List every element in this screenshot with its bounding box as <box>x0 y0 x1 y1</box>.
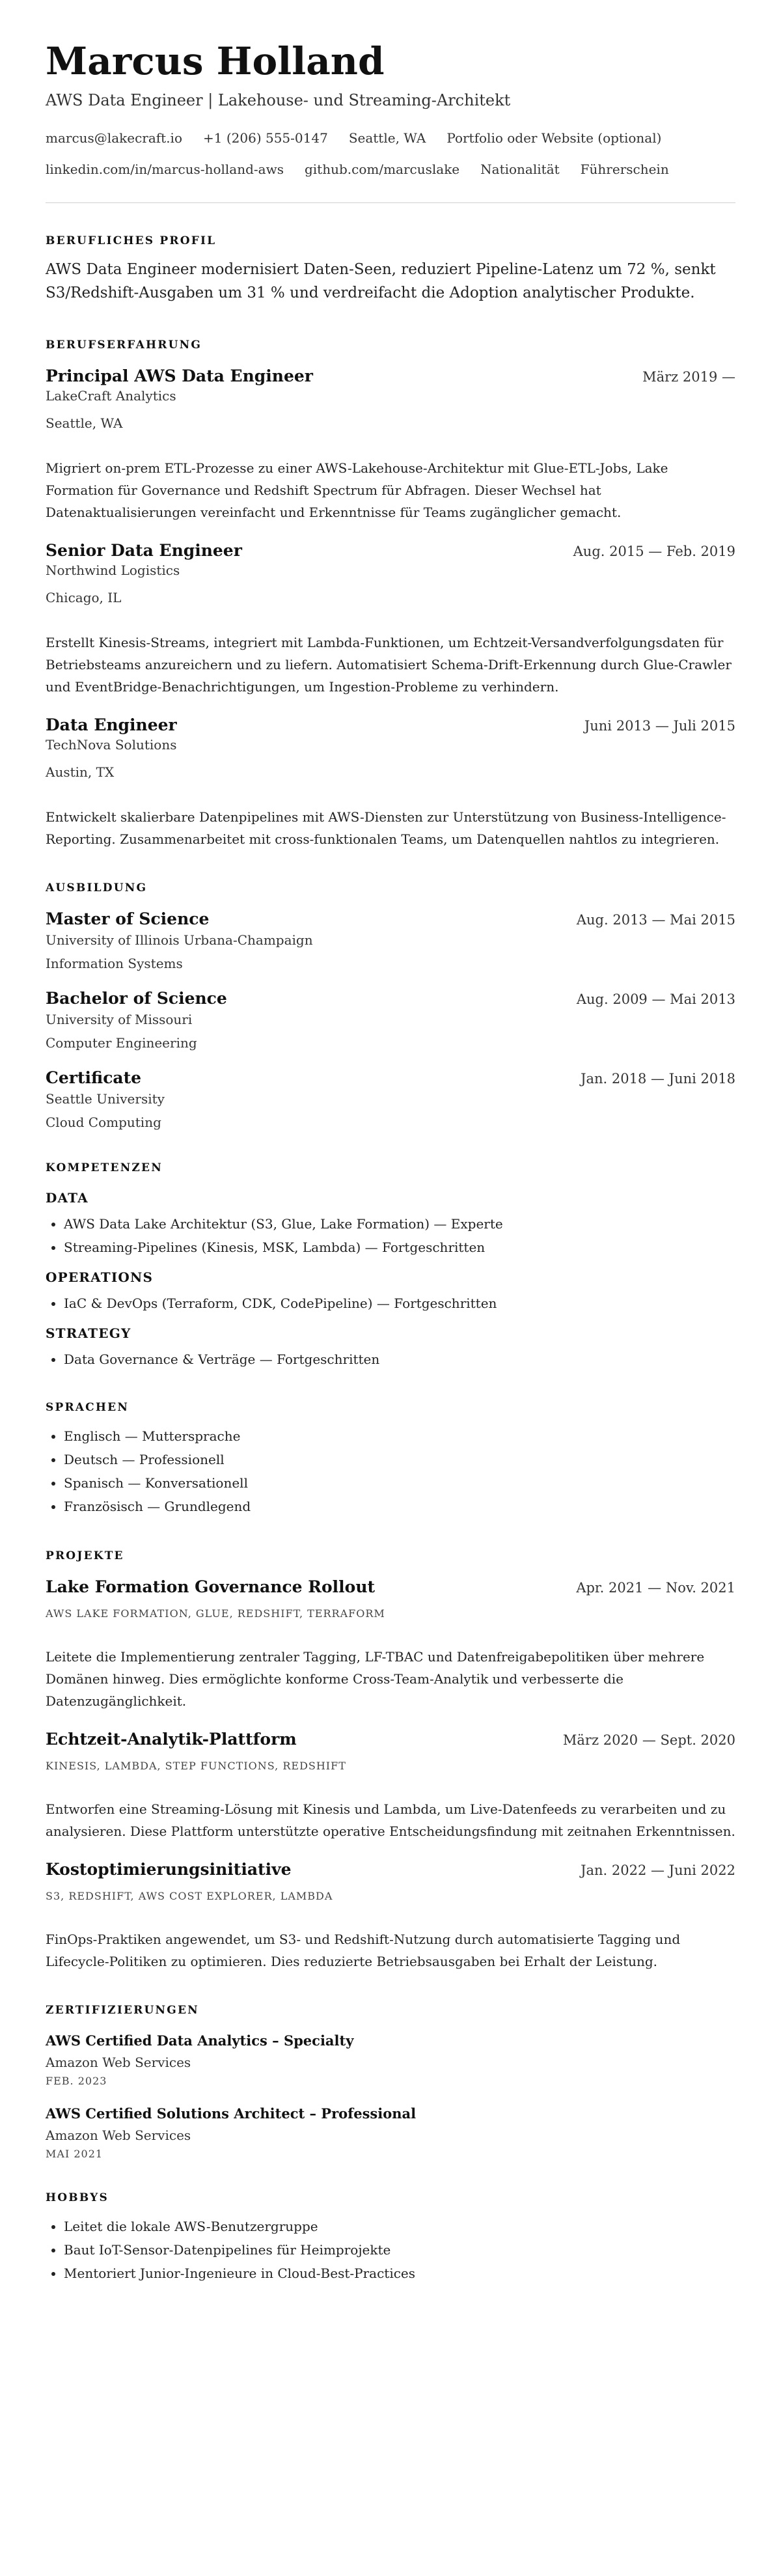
project-date: Apr. 2021 — Nov. 2021 <box>576 1580 735 1596</box>
contact-phone: +1 (206) 555-0147 <box>203 130 328 146</box>
experience-entry <box>46 715 735 850</box>
project-date: März 2020 — Sept. 2020 <box>562 1732 735 1748</box>
experience-company: Northwind Logistics <box>46 562 180 578</box>
section-title-education: AUSBILDUNG <box>46 881 148 894</box>
education-field: Computer Engineering <box>46 1035 197 1051</box>
skill-group-title: OPERATIONS <box>46 1269 154 1285</box>
project-description: Leitete die Implementierung zentraler Tagging, LF-TBAC und Datenfreigabepolitiken über mehrere Domänen hinweg. Dies ermöglichte konforme Cross-Team-Analytik und verbesserte die Datenzugänglichkeit. <box>46 1649 705 1709</box>
education-field: Cloud Computing <box>46 1115 161 1130</box>
section-languages <box>46 1400 735 1518</box>
education-degree: Certificate <box>46 1068 142 1087</box>
skill-item: • Streaming-Pipelines (Kinesis, MSK, Lambda) — Fortgeschritten <box>64 1236 735 1259</box>
hobby-item: • Baut IoT-Sensor-Datenpipelines für Heimprojekte <box>64 2238 735 2262</box>
education-school: University of Illinois Urbana-Champaign <box>46 932 313 948</box>
experience-location: Austin, TX <box>46 764 115 780</box>
section-education <box>46 880 735 1131</box>
section-title-projects: PROJEKTE <box>46 1549 124 1562</box>
education-field: Information Systems <box>46 956 183 971</box>
education-degree: Bachelor of Science <box>46 989 227 1008</box>
skill-group-title: STRATEGY <box>46 1325 131 1341</box>
section-title-hobbies: HOBBYS <box>46 2191 109 2204</box>
certification-entry <box>46 2031 735 2088</box>
education-date: Jan. 2018 — Juni 2018 <box>581 1071 735 1087</box>
contact-github: github.com/marcuslake <box>304 161 460 177</box>
section-title-profile: BERUFLICHES PROFIL <box>46 234 217 247</box>
experience-location: Seattle, WA <box>46 415 123 431</box>
project-tech: AWS LAKE FORMATION, GLUE, REDSHIFT, TERRAFORM <box>46 1607 385 1620</box>
experience-description: Erstellt Kinesis-Streams, integriert mit Lambda-Funktionen, um Echtzeit-Versandverfolgungsdaten für Betriebsteams anzureichern und zu liefern. Automatisiert Schema-Drift-Erkennung durch Glue-Crawler und EventBridge-Benachrichtigungen, um Ingestion-Probleme zu verhindern. <box>46 635 732 695</box>
contact-linkedin: linkedin.com/in/marcus-holland-aws <box>46 161 284 177</box>
contact-email: marcus@lakecraft.io <box>46 130 182 146</box>
experience-description: Migriert on-prem ETL-Prozesse zu einer AWS-Lakehouse-Architektur mit Glue-ETL-Jobs, Lake Formation für Governance und Redshift Spectrum für Abfragen. Dieser Wechsel hat Datenaktualisierungen vereinfacht und Erkenntnisse für Teams zugänglicher gemacht. <box>46 460 668 520</box>
experience-description: Entwickelt skalierbare Datenpipelines mit AWS-Diensten zur Unterstützung von Business-Intelligence-Reporting. Zusammenarbeitet mit cross-funktionalen Teams, um Datenquellen nahtlos zu integrieren. <box>46 809 726 847</box>
project-description: Entworfen eine Streaming-Lösung mit Kinesis und Lambda, um Live-Datenfeeds zu verarbeiten und zu analysieren. Diese Plattform unterstützte operative Entscheidungsfindung mit zeitnahen Erkenntnissen. <box>46 1801 735 1839</box>
education-school: University of Missouri <box>46 1012 193 1027</box>
education-school: Seattle University <box>46 1091 165 1107</box>
experience-date: Aug. 2015 — Feb. 2019 <box>573 544 735 559</box>
education-entry <box>46 988 735 1052</box>
certification-entry <box>46 2104 735 2161</box>
experience-role: Senior Data Engineer <box>46 541 242 560</box>
contact-location: Seattle, WA <box>348 130 426 146</box>
project-tech: KINESIS, LAMBDA, STEP FUNCTIONS, REDSHIFT <box>46 1760 346 1772</box>
education-degree: Master of Science <box>46 909 210 928</box>
experience-location: Chicago, IL <box>46 590 122 605</box>
language-item: • Deutsch — Professionell <box>64 1448 735 1471</box>
experience-role: Principal AWS Data Engineer <box>46 367 313 385</box>
skill-item: • AWS Data Lake Architektur (S3, Glue, Lake Formation) — Experte <box>64 1212 735 1236</box>
education-entry <box>46 909 735 973</box>
contact-portfolio: Portfolio oder Website (optional) <box>446 130 662 146</box>
project-description: FinOps-Praktiken angewendet, um S3- und Redshift-Nutzung durch automatisierte Tagging und Lifecycle-Politiken zu optimieren. Dies reduzierte Betriebsausgaben bei Erhalt der Leistung. <box>46 1932 681 1969</box>
section-title-skills: KOMPETENZEN <box>46 1161 163 1174</box>
certification-date: FEB. 2023 <box>46 2075 107 2087</box>
project-date: Jan. 2022 — Juni 2022 <box>581 1863 735 1878</box>
contact-license: Führerschein <box>580 161 669 177</box>
experience-company: TechNova Solutions <box>46 737 177 753</box>
experience-company: LakeCraft Analytics <box>46 388 176 404</box>
section-title-experience: BERUFSERFAHRUNG <box>46 339 202 352</box>
skill-group <box>46 1324 735 1371</box>
section-title-languages: SPRACHEN <box>46 1401 130 1414</box>
certification-name: AWS Certified Solutions Architect – Professional <box>46 2105 417 2122</box>
education-date: Aug. 2009 — Mai 2013 <box>576 991 735 1007</box>
project-name: Lake Formation Governance Rollout <box>46 1577 376 1596</box>
section-title-certifications: ZERTIFIZIERUNGEN <box>46 2004 199 2017</box>
section-certifications <box>46 2002 735 2161</box>
language-item: • Englisch — Muttersprache <box>64 1424 735 1448</box>
profile-text: AWS Data Engineer modernisiert Daten-Seen, reduziert Pipeline-Latenz um 72 %, senkt S3/Redshift-Ausgaben um 31 % und verdreifacht die Adoption analytischer Produkte. <box>46 261 716 301</box>
education-date: Aug. 2013 — Mai 2015 <box>576 912 735 928</box>
candidate-name: Marcus Holland <box>46 39 385 83</box>
hobby-item: • Mentoriert Junior-Ingenieure in Cloud-Best-Practices <box>64 2262 735 2285</box>
section-projects <box>46 1548 735 1973</box>
project-name: Kostoptimierungsinitiative <box>46 1860 292 1879</box>
experience-entry <box>46 366 735 523</box>
experience-entry <box>46 540 735 698</box>
contact-row-1 <box>46 129 735 147</box>
section-skills <box>46 1160 735 1371</box>
project-entry <box>46 1729 735 1842</box>
skill-group-title: DATA <box>46 1190 89 1206</box>
skill-group <box>46 1189 735 1259</box>
experience-role: Data Engineer <box>46 715 177 734</box>
project-entry <box>46 1859 735 1973</box>
section-experience <box>46 337 735 850</box>
contact-nationality: Nationalität <box>480 161 560 177</box>
header-divider <box>46 202 735 203</box>
certification-issuer: Amazon Web Services <box>46 2055 191 2070</box>
language-item: • Französisch — Grundlegend <box>64 1495 735 1518</box>
skill-group <box>46 1268 735 1315</box>
language-item: • Spanisch — Konversationell <box>64 1471 735 1495</box>
project-entry <box>46 1577 735 1712</box>
education-entry <box>46 1068 735 1131</box>
project-tech: S3, REDSHIFT, AWS COST EXPLORER, LAMBDA <box>46 1890 333 1902</box>
headline: AWS Data Engineer | Lakehouse- und Streaming-Architekt <box>46 91 511 109</box>
skill-item: • Data Governance & Verträge — Fortgeschritten <box>64 1348 735 1371</box>
certification-issuer: Amazon Web Services <box>46 2127 191 2143</box>
project-name: Echtzeit-Analytik-Plattform <box>46 1730 297 1749</box>
resume-header <box>46 38 735 203</box>
section-hobbies <box>46 2190 735 2285</box>
certification-name: AWS Certified Data Analytics – Specialty <box>46 2032 354 2049</box>
skill-item: • IaC & DevOps (Terraform, CDK, CodePipeline) — Fortgeschritten <box>64 1292 735 1315</box>
experience-date: Juni 2013 — Juli 2015 <box>584 718 735 734</box>
hobby-item: • Leitet die lokale AWS-Benutzergruppe <box>64 2215 735 2238</box>
contact-row-2 <box>46 160 735 178</box>
section-profile <box>46 233 735 305</box>
certification-date: MAI 2021 <box>46 2148 103 2160</box>
experience-date: März 2019 — <box>642 369 735 385</box>
